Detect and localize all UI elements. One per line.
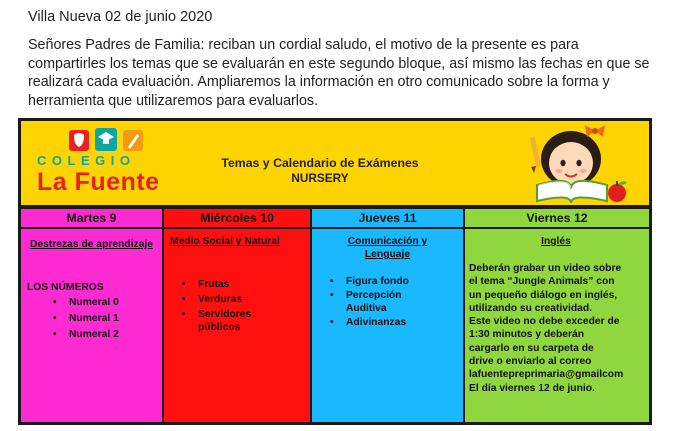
ingles-instructions bbox=[469, 262, 643, 395]
list-item: • Percepción Auditiva bbox=[318, 289, 422, 315]
subject-comunicacion: Comunicación y Lenguaje bbox=[347, 236, 428, 260]
letter-date: Villa Nueva 02 de junio 2020 bbox=[28, 9, 213, 25]
column-body-martes bbox=[21, 229, 162, 341]
day-header-martes: Martes 9 bbox=[21, 209, 162, 229]
column-miercoles bbox=[164, 209, 310, 422]
instruction-line: cargarlo en su carpeta de bbox=[469, 342, 594, 354]
contact-email: lafuentepreprimaria@gmailcom bbox=[469, 369, 624, 381]
day-header-miercoles: Miércoles 10 bbox=[164, 209, 310, 229]
list-item: • Numeral 1 bbox=[41, 312, 156, 325]
subject-destrezas: Destrezas de aprendizaje bbox=[29, 239, 154, 250]
instruction-line: 1:30 minutos y deberán bbox=[469, 329, 585, 341]
list-item: • Numeral 2 bbox=[41, 328, 156, 341]
instruction-line: el tema “Jungle Animals” con bbox=[469, 276, 615, 288]
schedule-header bbox=[21, 121, 649, 207]
school-logo bbox=[37, 127, 187, 203]
instruction-line: El día viernes 12 de junio. bbox=[469, 382, 595, 394]
schedule-title: Temas y Calendario de Exámenes bbox=[221, 156, 419, 170]
logo-colegio-word: COLEGIO bbox=[37, 153, 136, 168]
logo-school-name: La Fuente bbox=[37, 168, 160, 196]
list-item: • Verduras bbox=[170, 293, 304, 306]
list-item: • Adivinanzas bbox=[318, 316, 457, 329]
exam-schedule-table bbox=[18, 118, 652, 425]
list-item: • Servidores públicos bbox=[170, 308, 266, 334]
instruction-line: Este video no debe exceder de bbox=[469, 316, 620, 328]
list-item: • Numeral 0 bbox=[41, 296, 156, 309]
list-item: • Figura fondo bbox=[318, 275, 457, 288]
column-body-jueves bbox=[312, 229, 463, 329]
column-viernes bbox=[465, 209, 649, 422]
subject-medio-social: Medio Social y Natural bbox=[170, 236, 280, 247]
schedule-subtitle: NURSERY bbox=[291, 171, 349, 185]
schedule-title-block bbox=[205, 156, 435, 185]
section-los-numeros: LOS NÚMEROS bbox=[27, 282, 104, 293]
school-icons-logo bbox=[67, 127, 147, 153]
column-body-miercoles bbox=[164, 229, 310, 334]
column-martes bbox=[21, 209, 162, 422]
instruction-line: drive o enviarlo al correo bbox=[469, 356, 592, 368]
day-header-jueves: Jueves 11 bbox=[312, 209, 463, 229]
instruction-line: Deberán grabar un video sobre bbox=[469, 263, 622, 274]
reading-child-illustration bbox=[509, 123, 645, 205]
instruction-line: un pequeño diálogo en inglés, bbox=[469, 289, 618, 301]
column-body-viernes bbox=[465, 229, 649, 395]
subject-ingles: Inglés bbox=[541, 236, 571, 247]
instruction-line: utilizando su creatividad. bbox=[469, 302, 593, 314]
list-item: • Frutas bbox=[170, 278, 304, 291]
day-header-viernes: Viernes 12 bbox=[465, 209, 649, 229]
letter-intro: Señores Padres de Familia: reciban un cordial saludo, el motivo de la presente es para compartirles los temas que se evaluarán en este segundo bloque, así mismo las fechas en que se realizará cada evaluación. Ampliaremos la información en otro comunicado sobre la forma y herramienta que utilizaremos para evaluarlos. bbox=[28, 37, 650, 109]
column-jueves bbox=[312, 209, 463, 422]
